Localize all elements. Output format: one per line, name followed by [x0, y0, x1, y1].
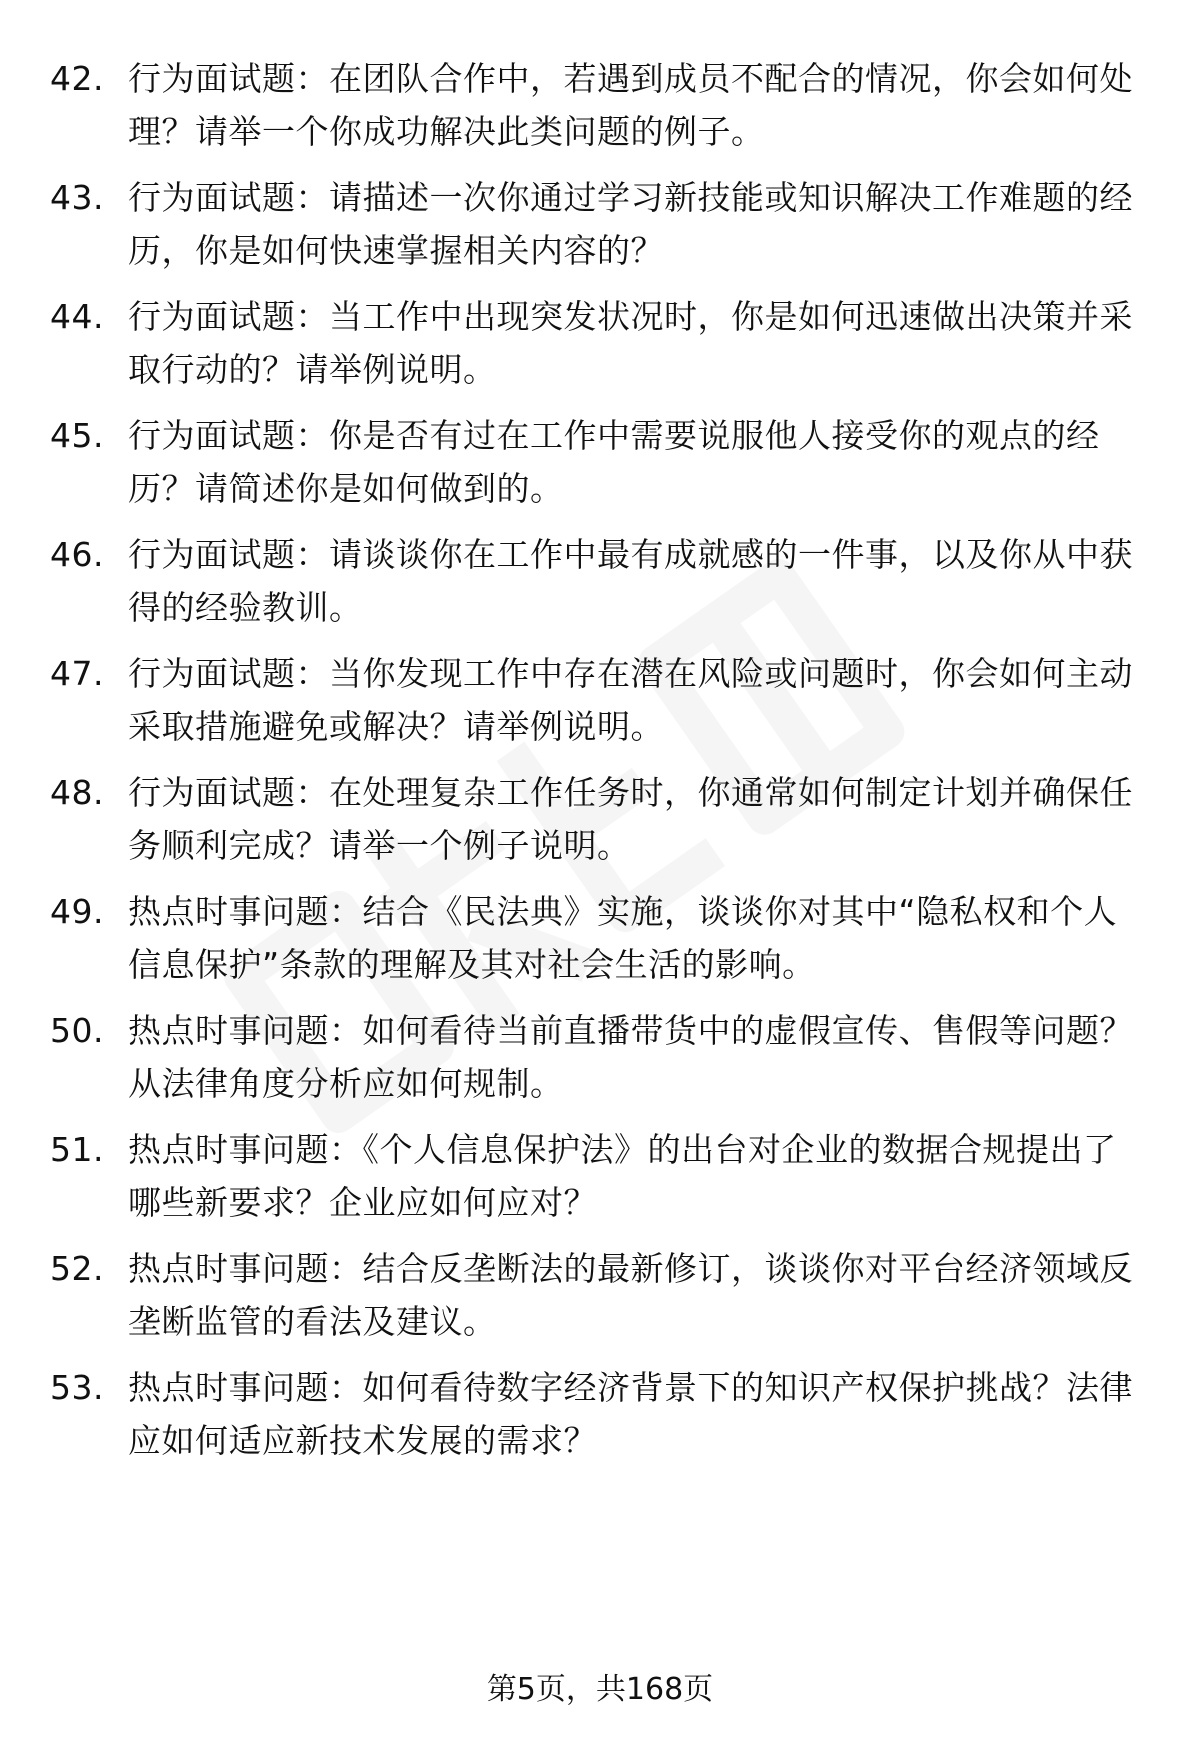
question-text: 热点时事问题：结合反垄断法的最新修订，谈谈你对平台经济领域反垄断监管的看法及建议。 — [128, 1249, 1133, 1341]
question-text: 行为面试题：你是否有过在工作中需要说服他人接受你的观点的经历？请简述你是如何做到的。 — [128, 416, 1100, 508]
question-text: 热点时事问题：如何看待数字经济背景下的知识产权保护挑战？法律应如何适应新技术发展的需求？ — [128, 1368, 1133, 1460]
question-number: 42. — [50, 59, 104, 98]
question-item — [0, 1361, 1200, 1471]
question-number: 43. — [50, 178, 104, 217]
question-number: 49. — [50, 892, 104, 931]
question-text: 行为面试题：请谈谈你在工作中最有成就感的一件事，以及你从中获得的经验教训。 — [128, 535, 1133, 627]
question-number: 44. — [50, 297, 104, 336]
question-item — [0, 766, 1200, 876]
question-text: 行为面试题：在团队合作中，若遇到成员不配合的情况，你会如何处理？请举一个你成功解决此类问题的例子。 — [128, 59, 1133, 151]
question-number: 46. — [50, 535, 104, 574]
question-number: 50. — [50, 1011, 104, 1050]
question-text: 行为面试题：请描述一次你通过学习新技能或知识解决工作难题的经历，你是如何快速掌握相关内容的？ — [128, 178, 1133, 270]
question-text: 行为面试题：在处理复杂工作任务时，你通常如何制定计划并确保任务顺利完成？请举一个例子说明。 — [128, 773, 1133, 865]
question-number: 45. — [50, 416, 104, 455]
question-item — [0, 528, 1200, 638]
question-item — [0, 1004, 1200, 1114]
question-item — [0, 1123, 1200, 1233]
question-item — [0, 52, 1200, 162]
question-number: 52. — [50, 1249, 104, 1288]
question-number: 48. — [50, 773, 104, 812]
question-text: 热点时事问题：《个人信息保护法》的出台对企业的数据合规提出了哪些新要求？企业应如何应对？ — [128, 1130, 1117, 1222]
question-number: 53. — [50, 1368, 104, 1407]
question-item — [0, 885, 1200, 995]
question-number: 47. — [50, 654, 104, 693]
question-item — [0, 290, 1200, 400]
question-text: 行为面试题：当工作中出现突发状况时，你是如何迅速做出决策并采取行动的？请举例说明。 — [128, 297, 1133, 389]
page-footer: 第5页，共168页 — [486, 1672, 714, 1707]
question-text: 行为面试题：当你发现工作中存在潜在风险或问题时，你会如何主动采取措施避免或解决？请举例说明。 — [128, 654, 1133, 746]
question-number: 51. — [50, 1130, 104, 1169]
question-item — [0, 1242, 1200, 1352]
question-item — [0, 647, 1200, 757]
question-text: 热点时事问题：结合《民法典》实施，谈谈你对其中“隐私权和个人信息保护”条款的理解及其对社会生活的影响。 — [128, 892, 1118, 984]
question-text: 热点时事问题：如何看待当前直播带货中的虚假宣传、售假等问题？从法律角度分析应如何规制。 — [128, 1011, 1133, 1103]
question-item — [0, 409, 1200, 519]
question-item — [0, 171, 1200, 281]
